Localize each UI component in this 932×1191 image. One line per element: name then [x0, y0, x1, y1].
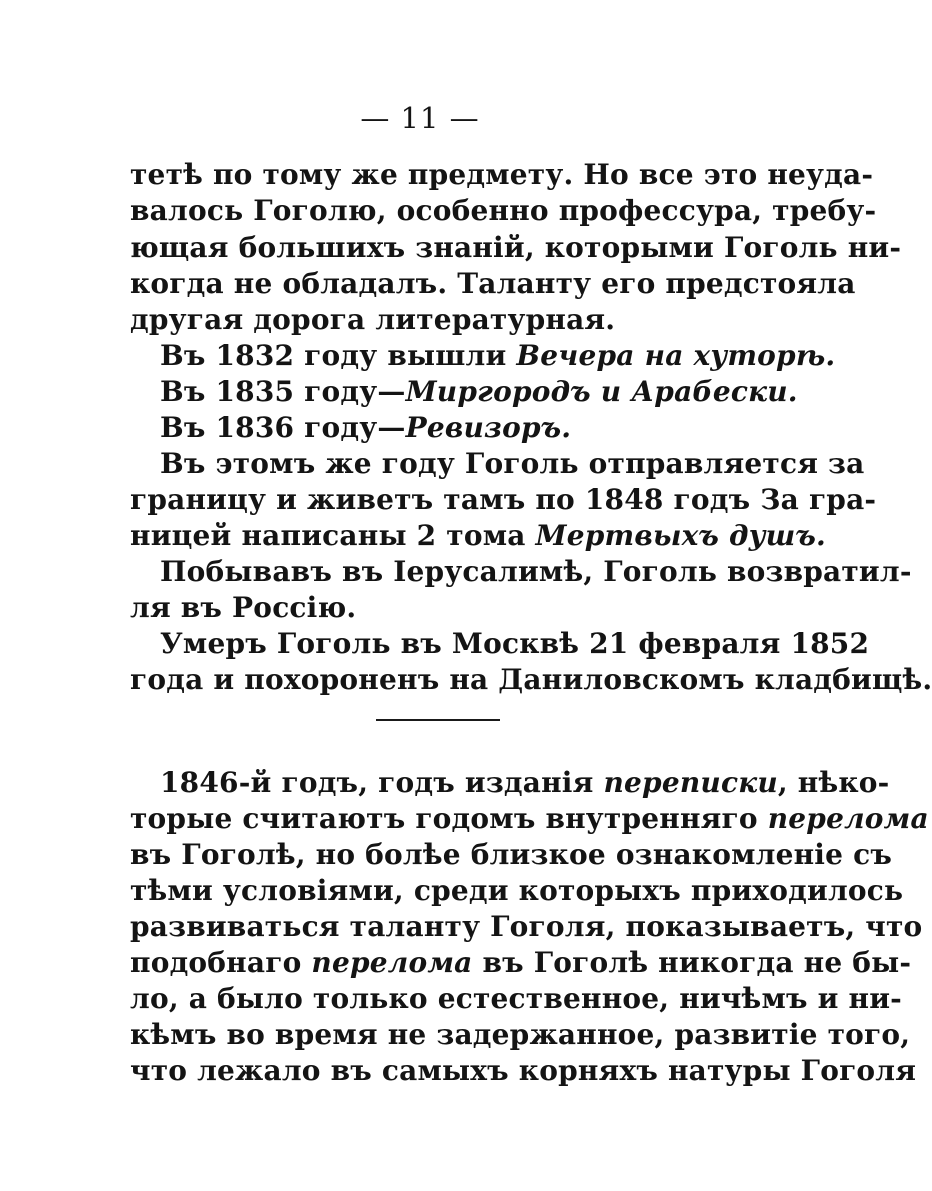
paragraph-line: что лежало въ самыхъ корняхъ натуры Гоголя [130, 1054, 917, 1087]
line-text: подобнаго [130, 946, 312, 979]
work-title: Миргородъ и Арабески. [405, 375, 798, 408]
line-text: ницей написаны 2 тома [130, 519, 536, 552]
year-text: Въ 1835 году— [160, 375, 406, 408]
paragraph-line [130, 945, 912, 981]
year-text: Въ 1836 году— [160, 411, 406, 444]
paragraph-line: кѣмъ во время не задержанное, развитiе того, [130, 1018, 911, 1051]
paragraph-line: ло, а было только естественное, ничѣмъ и ни- [130, 982, 902, 1015]
emphasis-text: переписки [603, 766, 778, 799]
paragraph-line: развиваться таланту Гоголя, показываетъ, что [130, 910, 923, 943]
paragraph-line [130, 518, 826, 554]
line-text: въ Гоголѣ никогда не бы- [472, 946, 912, 979]
line-text: 1846-й годъ, годъ изданiя [160, 766, 604, 799]
section-divider [376, 719, 500, 721]
paragraph-line: Умеръ Гоголь въ Москвѣ 21 февраля 1852 [160, 627, 870, 660]
paragraph-line: въ Гоголѣ, но болѣе близкое ознакомленiе съ [130, 838, 893, 871]
paragraph-line [160, 765, 890, 801]
paragraph-line: границу и живетъ тамъ по 1848 годъ За гра- [130, 483, 877, 516]
emphasis-text: перелома [767, 802, 929, 835]
paragraph-line: Въ этомъ же году Гоголь отправляется за [160, 447, 865, 480]
paragraph-line: Побывавъ въ Iерусалимѣ, Гоголь возвратил- [160, 555, 912, 588]
work-title: Мертвыхъ душъ. [535, 519, 826, 552]
paragraph-line: ющая большихъ знанiй, которыми Гоголь ни- [130, 231, 902, 264]
paragraph-line: ля въ Россiю. [130, 591, 357, 624]
line-text: , нѣко- [777, 766, 890, 799]
work-title: Ревизоръ. [405, 411, 572, 444]
paragraph-line: другая дорога литературная. [130, 303, 616, 336]
paragraph-line: когда не обладалъ. Таланту его предстояла [130, 267, 856, 300]
emphasis-text: перелома [311, 946, 473, 979]
paragraph-line: тетѣ по тому же предмету. Но все это неуда- [130, 158, 874, 191]
works-1836-line [160, 410, 571, 446]
line-text: торые считаютъ годомъ внутренняго [130, 802, 768, 835]
page-number: — 11 — [360, 101, 480, 135]
paragraph-line: валось Гоголю, особенно профессура, требу- [130, 194, 877, 227]
paragraph-line [130, 801, 929, 837]
paragraph-line: тѣми условiями, среди которыхъ приходилось [130, 874, 904, 907]
year-text: Въ 1832 году вышли [160, 339, 517, 372]
works-1832-line [160, 338, 835, 374]
works-1835-line [160, 374, 798, 410]
paragraph-line: года и похороненъ на Даниловскомъ кладбищѣ. [130, 663, 932, 696]
work-title: Вечера на хуторѣ. [516, 339, 836, 372]
